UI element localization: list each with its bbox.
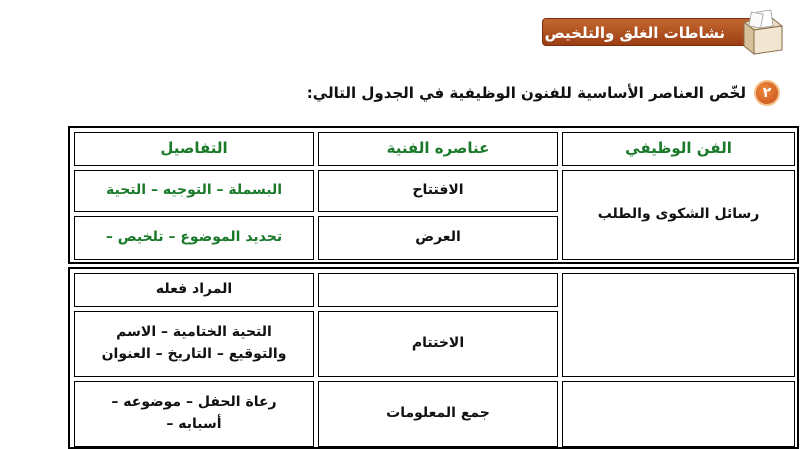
section-banner — [536, 8, 786, 56]
art-name: رسائل الشكوى والطلب — [562, 170, 795, 260]
details-closing — [74, 311, 314, 377]
art-empty-2 — [562, 381, 795, 447]
details-requested: المراد فعله — [74, 273, 314, 307]
question-heading — [307, 80, 780, 106]
element-opening: الافتتاح — [318, 170, 558, 212]
details-closing-line2: والتوقيع – التاريخ – العنوان — [101, 346, 287, 362]
banner-title: نشاطات الغلق والتلخيص — [542, 18, 770, 46]
details-presentation: تحديد الموضوع – تلخيص – — [74, 216, 314, 260]
element-empty — [318, 273, 558, 307]
details-info — [74, 381, 314, 447]
question-text: لخّص العناصر الأساسية للفنون الوظيفية في الجدول التالي: — [306, 84, 746, 102]
element-closing: الاختتام — [318, 311, 558, 377]
details-info-line1: رعاة الحفل – موضوعه – — [111, 394, 277, 411]
table-bottom — [68, 267, 799, 449]
header-art: الفن الوظيفي — [562, 132, 795, 166]
header-details: التفاصيل — [74, 132, 314, 166]
details-opening: البسملة – التوجيه – التحية — [74, 170, 314, 212]
element-presentation: العرض — [318, 216, 558, 260]
header-elements: عناصره الفنية — [318, 132, 558, 166]
element-info: جمع المعلومات — [318, 381, 558, 447]
details-closing-line1: التحية الختامية – الاسم — [116, 324, 272, 341]
box-icon — [736, 8, 786, 56]
table-top — [68, 126, 799, 264]
details-info-line2: أسبابه – — [166, 416, 222, 432]
question-number-badge: ٢ — [754, 80, 780, 106]
art-empty-1 — [562, 273, 795, 377]
